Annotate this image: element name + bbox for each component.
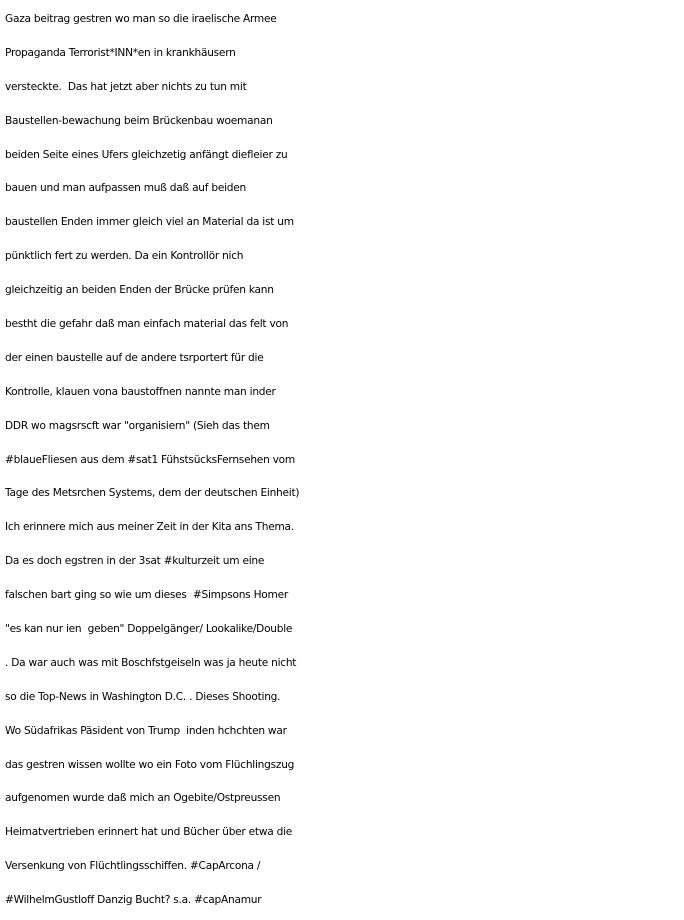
text-line: baustellen Enden immer gleich viel an Material da ist um — [5, 216, 294, 229]
text-line: beiden Seite eines Ufers gleichzetig anfängt diefleier zu — [5, 148, 288, 161]
text-line: Kontrolle, klauen vona baustoffnen nannte man inder — [5, 385, 276, 398]
text-line: Ich erinnere mich aus meiner Zeit in der Kita ans Thema. — [5, 521, 294, 534]
text-line: aufgenomen wurde daß mich an Ogebite/Ostpreussen — [5, 792, 281, 805]
text-line: Baustellen-bewachung beim Brückenbau woemanan — [5, 114, 273, 127]
text-line: der einen baustelle auf de andere tsrportert für die — [5, 351, 264, 364]
text-line: falschen bart ging so wie um dieses #Simpsons Homer — [5, 589, 288, 602]
text-line: Propaganda Terrorist*INN*en in krankhäusern — [5, 46, 236, 59]
text-line: pünktlich fert zu werden. Da ein Kontrollör nich — [5, 250, 244, 263]
text-line: #WilhelmGustloff Danzig Bucht? s.a. #capAnamur — [5, 894, 262, 907]
text-line: versteckte. Das hat jetzt aber nichts zu tun mit — [5, 80, 247, 93]
text-line: so die Top-News in Washington D.C. . Dieses Shooting. — [5, 690, 281, 703]
text-line: Gaza beitrag gestren wo man so die iraelische Armee — [5, 13, 277, 25]
text-line: DDR wo magsrscft war "organisiern" (Sieh das them — [5, 419, 270, 432]
document-body — [5, 0, 684, 920]
text-line: "es kan nur ien geben" Doppelgänger/ Lookalike/Double — [5, 623, 293, 636]
text-line: Tage des Metsrchen Systems, dem der deutschen Einheit) — [5, 487, 300, 500]
text-line: bauen und man aufpassen muß daß auf beiden — [5, 182, 247, 195]
text-line: Wo Südafrikas Päsident von Trump inden hchchten war — [5, 724, 287, 737]
text-line: das gestren wissen wollte wo ein Foto vom Flüchlingszug — [5, 758, 295, 771]
text-line: Versenkung von Flüchtlingsschiffen. #CapArcona / — [5, 860, 261, 873]
text-line: gleichzeitig an beiden Enden der Brücke prüfen kann — [5, 284, 274, 297]
text-line: bestht die gefahr daß man einfach material das felt von — [5, 318, 289, 331]
text-line: Heimatvertrieben erinnert hat und Bücher über etwa die — [5, 826, 293, 839]
text-line: . Da war auch was mit Boschfstgeiseln was ja heute nicht — [5, 656, 297, 669]
text-line: #blaueFliesen aus dem #sat1 FühstsücksFernsehen vom — [5, 453, 295, 466]
text-line: Da es doch egstren in der 3sat #kulturzeit um eine — [5, 555, 265, 568]
